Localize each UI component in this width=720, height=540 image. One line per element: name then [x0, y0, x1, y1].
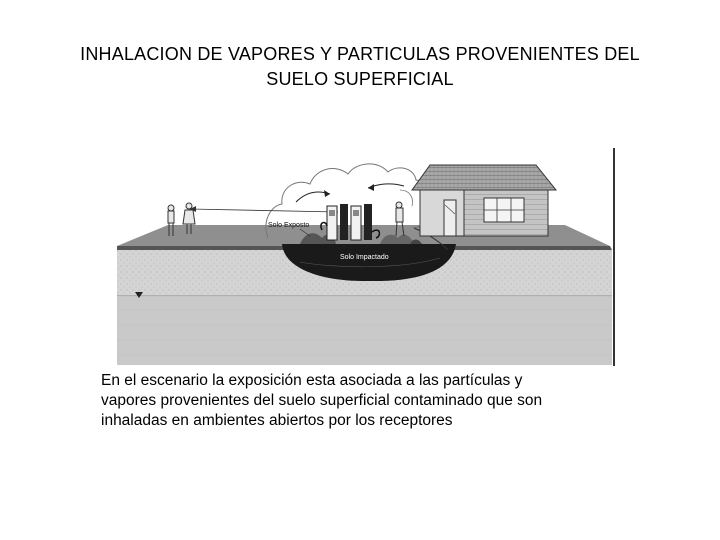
caption-line-3: inhaladas en ambientes abiertos por los receptores	[101, 412, 453, 429]
caption-line-1: En el escenario la exposición esta asociada a las partículas y	[101, 372, 523, 389]
house-annex	[420, 190, 464, 236]
impacted-soil-label: Solo Impactado	[340, 254, 389, 261]
house	[412, 165, 556, 236]
slide-caption	[101, 371, 641, 431]
airflow-line	[190, 209, 338, 212]
caption-line-2: vapores provenientes del suelo superficial contaminado que son	[101, 392, 543, 409]
title-line-2: SUELO SUPERFICIAL	[266, 69, 454, 89]
exposed-soil-label: Solo Exposto	[268, 222, 310, 229]
house-roof	[412, 165, 556, 190]
vapor-arrows	[296, 184, 404, 202]
title-line-1: INHALACION DE VAPORES Y PARTICULAS PROVENIENTES DEL	[80, 44, 640, 64]
